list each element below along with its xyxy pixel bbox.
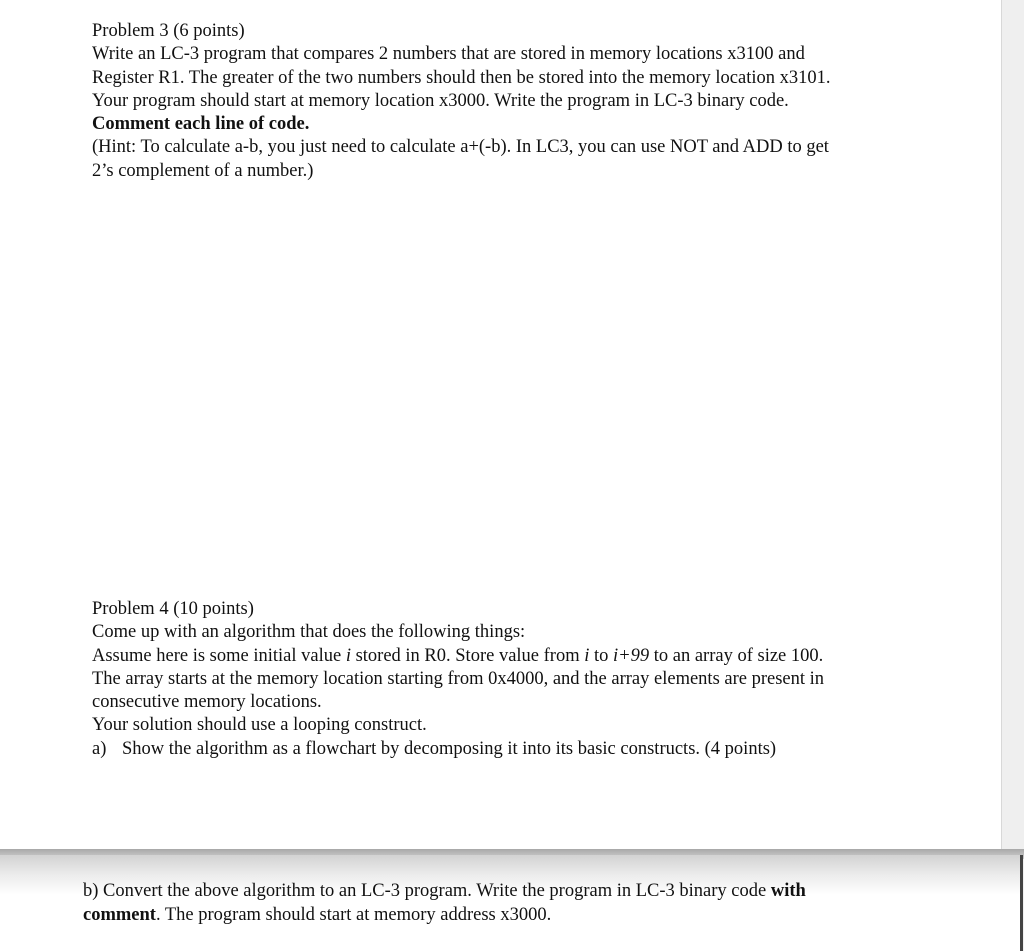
problem-4-item-b: [83, 879, 806, 927]
problem-4-text-line: Your solution should use a looping construct.: [92, 715, 427, 736]
problem-4-section: [92, 598, 912, 761]
text-fragment: . The program should start at memory address x3000.: [155, 905, 552, 925]
problem-3-hint-line: (Hint: To calculate a-b, you just need to calculate a+(-b). In LC3, you can use NOT and ADD to get: [92, 137, 829, 158]
document-page-2: [0, 855, 1023, 951]
bold-fragment: comment: [83, 905, 156, 925]
text-fragment: b) Convert the above algorithm to an LC-3 program. Write the program in LC-3 binary code: [83, 881, 771, 901]
problem-4-title: Problem 4 (10 points): [92, 599, 254, 619]
problem-3-hint-line: 2’s complement of a number.): [92, 160, 314, 181]
problem-4-text-line: The array starts at the memory location starting from 0x4000, and the array elements are present in: [92, 668, 825, 689]
variable-i: i: [584, 645, 590, 666]
problem-3-text-line: Your program should start at memory location x3000. Write the program in LC-3 binary code.: [92, 90, 789, 111]
viewer-background: [1002, 0, 1024, 849]
problem-4-item-a: [92, 738, 912, 761]
problem-4-text-line: consecutive memory locations.: [92, 692, 322, 713]
problem-3-section: [92, 20, 912, 183]
item-a-text: Show the algorithm as a flowchart by decomposing it into its basic constructs. (4 points): [122, 738, 777, 759]
problem-3-comment-instruction: Comment each line of code.: [92, 114, 310, 135]
text-fragment: to an array of size 100.: [649, 645, 824, 666]
item-a-label: a): [92, 738, 107, 759]
problem-4-text-line: [92, 645, 912, 668]
text-fragment: stored in R0. Store value from: [350, 645, 585, 666]
problem-3-text-line: Register R1. The greater of the two numbers should then be stored into the memory location x3101.: [92, 67, 831, 88]
problem-4-text-line: Come up with an algorithm that does the following things:: [92, 622, 526, 643]
problem-3-text-line: Write an LC-3 program that compares 2 numbers that are stored in memory locations x3100 and: [92, 44, 805, 65]
item-b-line: [83, 879, 806, 903]
problem-3-title: Problem 3 (6 points): [92, 21, 245, 41]
item-b-line: [83, 903, 806, 927]
bold-fragment: with: [770, 881, 806, 901]
variable-i-plus-99: i+99: [613, 645, 650, 666]
text-fragment: to: [589, 645, 613, 666]
variable-i: i: [345, 645, 351, 666]
text-fragment: Assume here is some initial value: [92, 645, 346, 666]
